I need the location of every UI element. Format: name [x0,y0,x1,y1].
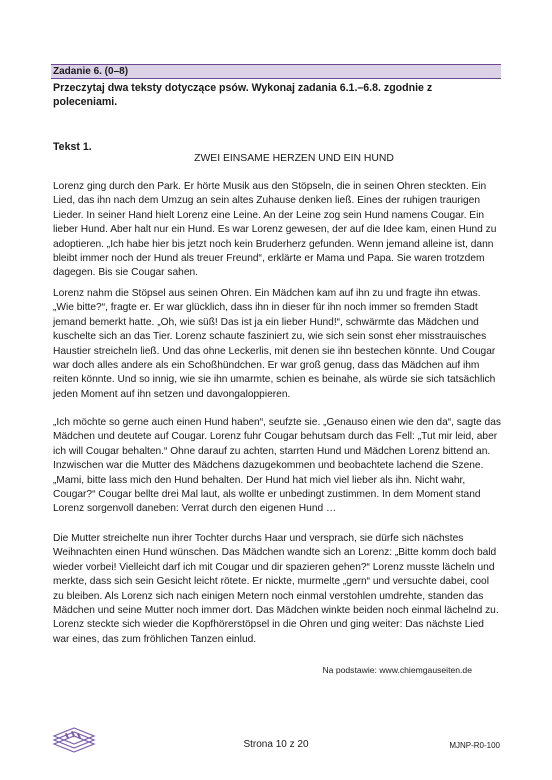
paragraph-1: Lorenz ging durch den Park. Er hörte Musik aus den Stöpseln, die in seinen Ohren steckten. Ein Lied, das ihn nach dem Umzug an sein altes Zuhause denken ließ. Eines der ruhigen traurigen Lieder. In seiner Hand hielt Lorenz eine Leine. An der Leine zog sein Hund namens Cougar. Ein lieber Hund. Aber halt nur ein Hund. Es war Lorenz gewesen, der auf die Idee kam, einen Hund zu adoptieren. „Ich habe hier bis jetzt noch kein Bruderherz gefunden. Wenn jemand alleine ist, dann bleibt immer noch der Hund als treuer Freund“, erklärte er Mama und Papa. Sie waren trotzdem dagegen. Bis sie Cougar sahen. [53,181,497,279]
paragraph-4: Die Mutter streichelte nun ihrer Tochter durchs Haar und versprach, sie dürfe sich nächstes Weihnachten einen Hund wünschen. Das Mädchen wandte sich an Lorenz: „Bitte komm doch bald wieder vorbei! Vielleicht darf ich mit Cougar und dir spazieren gehen?“ Lorenz musste lächeln und merkte, dass sich sein Gesicht leicht rötete. Er nickte, murmelte „gern“ und versuchte dabei, cool zu bleiben. Als Lorenz sich nach einigen Metern noch einmal verstohlen umdrehte, standen das Mädchen und seine Mutter noch immer dort. Das Mädchen winkte beiden noch einmal lächelnd zu. Lorenz steckte sich wieder die Kopfhörerstöpsel in die Ohren und ging weiter: Das nächste Lied war eines, das zum fröhlichen Tanzen einlud. [53,533,499,645]
task-instruction: Przeczytaj dwa teksty dotyczące psów. Wykonaj zadania 6.1.–6.8. zgodnie z poleceniami. [53,82,433,108]
paragraph-2: Lorenz nahm die Stöpsel aus seinen Ohren. Ein Mädchen kam auf ihn zu und fragte ihn etwas. „Wie bitte?“, fragte er. Er war glücklich, dass ihn in dieser für ihn noch immer so fremden Stadt jemand bemerkt hatte. „Oh, wie süß! Das ist ja ein lieber Hund!“, schwärmte das Mädchen und kuschelte sich an das Tier. Lorenz schaute fasziniert zu, wie sich sein sonst eher misstrauisches Haustier streicheln ließ. Und das ohne Leckerlis, mit denen sie ihn bestechen könnte. Und Cougar war doch alles andere als ein Schoßhündchen. Er war groß genug, dass das Mädchen auf ihm reiten könnte. Und so innig, wie sie ihn umarmte, schien es beinahe, als würde sie sich tatsächlich jeden Moment auf ihn setzen und davongaloppieren. [53,288,496,400]
page-number: Strona 10 z 20 [243,739,309,750]
task-label: Zadanie 6. (0–8) [53,66,129,77]
text-heading: Tekst 1. [53,141,92,153]
source-citation: Na podstawie: www.chiemgauseiten.de [322,665,472,675]
task-header-bar [51,64,501,79]
text-title: ZWEI EINSAME HERZEN UND EIN HUND [194,153,394,164]
exam-code: MJNP-R0-100 [449,741,500,750]
paragraph-3: „Ich möchte so gerne auch einen Hund haben“, seufzte sie. „Genauso einen wie den da“, sagte das Mädchen und deutete auf Cougar. Lorenz fuhr Cougar behutsam durch das Fell: „Tut mir leid, aber ich will Cougar behalten.“ Ohne darauf zu achten, starrten Hund und Mädchen Lorenz bittend an. Inzwischen war die Mutter des Mädchens dazugekommen und beobachtete lachend die Szene. „Mami, bitte lass mich den Hund behalten. Der Hund hat mich viel lieber als ihn. Nicht wahr, Cougar?“ Cougar bellte drei Mal laut, als wollte er unbedingt zustimmen. In dem Moment stand Lorenz sorgenvoll daneben: Verrat durch den eigenen Hund … [53,417,501,515]
